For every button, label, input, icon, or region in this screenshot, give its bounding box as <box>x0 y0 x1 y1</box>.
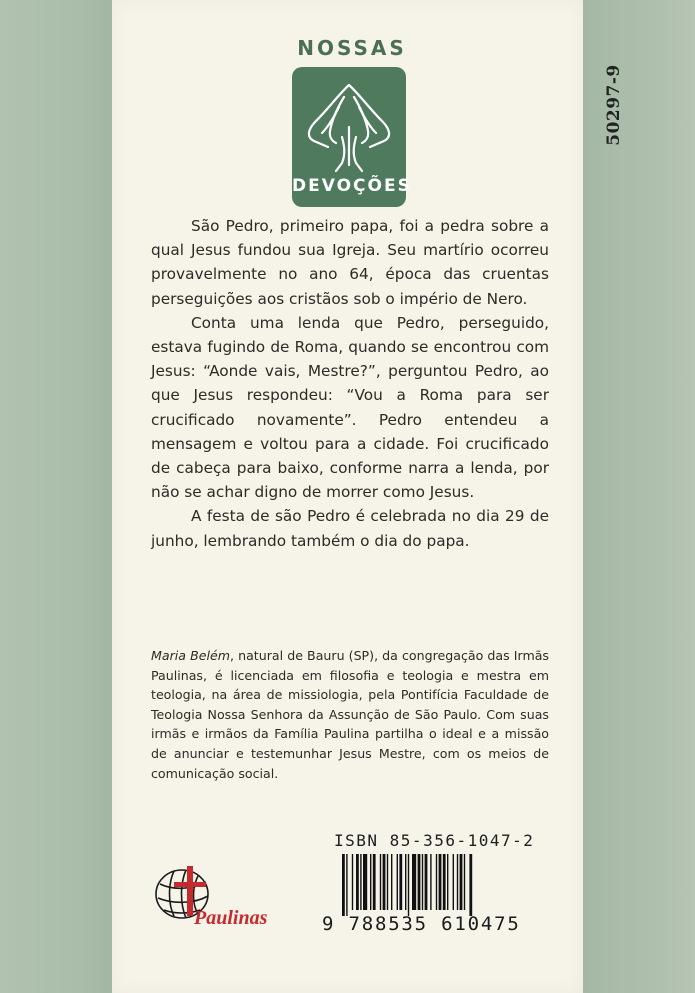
background-left <box>0 0 112 993</box>
author-name: Maria Belém <box>151 648 230 663</box>
barcode-bar <box>370 854 371 910</box>
barcode-bar <box>436 854 437 910</box>
barcode-bar <box>397 854 398 910</box>
barcode <box>340 854 545 916</box>
series-title-top: NOSSAS <box>297 36 407 60</box>
barcode-bar <box>356 854 359 910</box>
barcode-bar <box>430 854 431 910</box>
barcode-bar <box>460 854 463 910</box>
barcode-bar <box>405 854 406 910</box>
paragraph-1: São Pedro, primeiro papa, foi a pedra sobre a qual Jesus fundou sua Igreja. Seu martírio ocorreu provavelmente no ano 64, época das cruentas perseguições aos cristãos sob o império de Nero. <box>151 217 549 308</box>
barcode-bar <box>383 854 386 910</box>
barcode-bar <box>373 854 376 910</box>
barcode-bar <box>346 854 347 916</box>
barcode-bar <box>363 854 367 910</box>
barcode-bar <box>457 854 458 910</box>
catalog-code-text: 50297-9 <box>604 64 624 146</box>
barcode-bar <box>412 854 416 910</box>
barcode-bar <box>352 854 353 910</box>
barcode-bar <box>399 854 402 910</box>
description <box>151 214 549 553</box>
barcode-bar <box>422 854 423 910</box>
barcode-bar <box>443 854 446 910</box>
barcode-bar <box>418 854 421 910</box>
barcode-bar <box>408 854 409 916</box>
paragraph-3: A festa de são Pedro é celebrada no dia 29 de junho, lembrando também o dia do papa. <box>151 507 549 550</box>
barcode-bar <box>439 854 442 910</box>
barcode-bar <box>380 854 381 910</box>
barcode-bar <box>387 854 388 910</box>
barcode-bar <box>391 854 392 910</box>
series-title-bottom: DEVOÇÕES <box>292 176 412 196</box>
barcode-digits: 9 788535 610475 <box>322 913 521 935</box>
isbn-label: ISBN 85-356-1047-2 <box>334 831 535 850</box>
author-bio-text: , natural de Bauru (SP), da congregação das Irmãs Paulinas, é licenciada em filosofia e teologia e mestra em teologia, na área de missiologia, pela Pontifícia Faculdade de Teologia Nossa Senhora da Assunção de São Paulo. Com suas irmãs e irmãos da Família Paulina partilha o ideal e a missão de anunciar e testemunhar Jesus Mestre, com os meios de comunicação social. <box>151 648 549 781</box>
author-bio <box>151 646 549 783</box>
catalog-code <box>592 60 636 150</box>
barcode-bar <box>342 854 345 916</box>
publisher-name: Paulinas <box>194 907 268 929</box>
barcode-bar <box>469 854 472 916</box>
barcode-bar <box>360 854 361 910</box>
barcode-bar <box>453 854 454 910</box>
barcode-bar <box>464 854 465 910</box>
paragraph-2: Conta uma lenda que Pedro, perseguido, estava fugindo de Roma, quando se encontrou com Jesus: “Aonde vais, Mestre?”, perguntou Pedro, ao que Jesus respondeu: “Vou a Roma para ser crucificado novamente”. Pedro entendeu a mensagem e voltou para a cidade. Foi crucificado de cabeça para baixo, conforme narra a lenda, por não se achar digno de morrer como Jesus. <box>151 313 549 502</box>
barcode-bar <box>447 854 448 910</box>
barcode-bar <box>425 854 428 910</box>
